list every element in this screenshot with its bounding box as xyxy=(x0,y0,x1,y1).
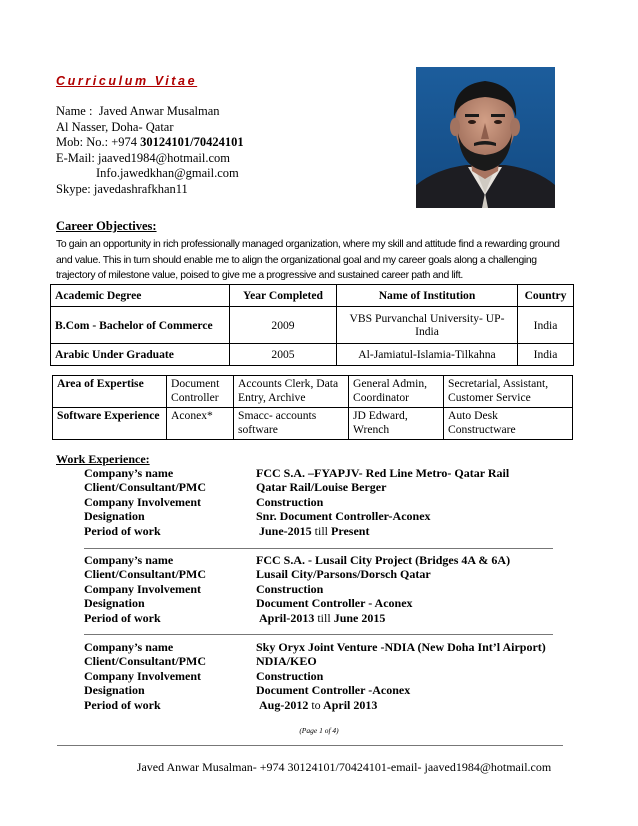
email-line xyxy=(56,151,244,167)
work-experience-heading: Work Experience: xyxy=(56,452,150,466)
email-primary[interactable]: jaaved1984@hotmail.com xyxy=(98,150,230,165)
address-line: Al Nasser, Doha- Qatar xyxy=(56,119,174,134)
institution-cell: VBS Purvanchal University- UP-India xyxy=(337,307,518,344)
institution-cell: Al-Jamiatul-Islamia-Tilkahna xyxy=(337,344,518,366)
client-value: Lusail City/Parsons/Dorsch Qatar xyxy=(256,567,431,582)
period-start: Aug-2012 xyxy=(259,697,309,712)
company-label: Company’s name xyxy=(84,640,174,654)
period-sep: till xyxy=(314,523,329,538)
header-institution: Name of Institution xyxy=(337,285,518,307)
career-objectives-heading: Career Objectives: xyxy=(56,219,157,233)
footer-text: Javed Anwar Musalman- +974 30124101/70424101-email- jaaved1984@hotmail.com xyxy=(136,760,552,774)
expertise-label: Area of Expertise xyxy=(53,376,167,408)
contact-block xyxy=(56,104,244,198)
client-value: Qatar Rail/Louise Berger xyxy=(256,480,387,495)
designation-label: Designation xyxy=(84,509,145,524)
designation-label: Designation xyxy=(84,596,145,611)
period-end: June 2015 xyxy=(333,610,386,625)
page-number: (Page 1 of 4) xyxy=(299,726,339,735)
client-label: Client/Consultant/PMC xyxy=(84,567,207,582)
software-cell: Auto Desk Constructware xyxy=(444,407,573,439)
job-divider xyxy=(84,634,553,635)
skype-value: javedashrafkhan11 xyxy=(93,181,188,196)
profile-photo xyxy=(416,67,555,208)
company-label: Company’s name xyxy=(84,553,174,567)
profile-photo-image xyxy=(416,67,555,208)
header-academic-degree: Academic Degree xyxy=(51,285,230,307)
involvement-label: Company Involvement xyxy=(84,581,202,596)
company-value: Sky Oryx Joint Venture -NDIA (New Doha Int’l Airport) xyxy=(256,640,546,654)
designation-value: Snr. Document Controller-Aconex xyxy=(256,509,431,524)
mobile-number: 30124101/70424101 xyxy=(140,135,244,150)
designation-label: Designation xyxy=(84,683,145,698)
period-sep: to xyxy=(311,697,321,712)
involvement-value: Construction xyxy=(256,581,324,596)
designation-value: Document Controller - Aconex xyxy=(256,596,413,611)
involvement-label: Company Involvement xyxy=(84,668,202,683)
company-label: Company’s name xyxy=(84,466,174,480)
company-value: FCC S.A. - Lusail City Project (Bridges 4A & 6A) xyxy=(256,553,511,567)
name-label: Name : xyxy=(56,104,93,118)
period-value xyxy=(259,698,377,712)
degree-cell: Arabic Under Graduate xyxy=(51,344,230,366)
software-row xyxy=(53,407,573,439)
year-cell: 2005 xyxy=(230,344,337,366)
footer-divider xyxy=(57,745,563,746)
education-table xyxy=(50,284,574,366)
involvement-label: Company Involvement xyxy=(84,494,202,509)
name-line xyxy=(56,104,244,120)
period-value xyxy=(259,524,369,538)
software-cell: JD Edward, Wrench xyxy=(349,407,444,439)
name-value: Javed Anwar Musalman xyxy=(98,104,220,118)
mobile-line xyxy=(56,135,244,151)
period-label: Period of work xyxy=(84,610,161,625)
mobile-label: Mob: No.: +974 xyxy=(56,135,138,150)
involvement-value: Construction xyxy=(256,668,324,683)
education-header-row xyxy=(51,285,574,307)
expertise-table xyxy=(52,375,573,440)
involvement-value: Construction xyxy=(256,494,324,509)
email-secondary-line xyxy=(56,166,244,182)
career-objectives-text: To gain an opportunity in rich professionally managed organization, where my skill and attitude find a rewarding ground and value. This in turn should enable me to align the organizational goal and my career goals along a challenging trajectory of milestone value, poised to give me a progressive and sustained career path and lift. xyxy=(56,239,560,282)
country-cell: India xyxy=(518,307,574,344)
skype-label: Skype: xyxy=(56,181,91,196)
period-value xyxy=(259,611,385,625)
software-cell: Aconex* xyxy=(167,407,234,439)
period-end: April 2013 xyxy=(323,697,378,712)
software-label: Software Experience xyxy=(53,407,167,439)
company-value: FCC S.A. –FYAPJV- Red Line Metro- Qatar Rail xyxy=(256,466,510,480)
client-label: Client/Consultant/PMC xyxy=(84,480,207,495)
period-start: April-2013 xyxy=(259,610,315,625)
period-end: Present xyxy=(331,523,370,538)
expertise-cell: General Admin, Coordinator xyxy=(349,376,444,408)
period-label: Period of work xyxy=(84,697,161,712)
email-secondary[interactable]: Info.jawedkhan@gmail.com xyxy=(96,166,239,181)
job-divider xyxy=(84,548,553,549)
email-label: E-Mail: xyxy=(56,150,95,165)
country-cell: India xyxy=(518,344,574,366)
period-start: June-2015 xyxy=(259,523,312,538)
client-value: NDIA/KEO xyxy=(256,654,317,669)
software-cell: Smacc- accounts software xyxy=(234,407,349,439)
table-row xyxy=(51,307,574,344)
degree-cell: B.Com - Bachelor of Commerce xyxy=(51,307,230,344)
period-label: Period of work xyxy=(84,523,161,538)
year-cell: 2009 xyxy=(230,307,337,344)
skype-line xyxy=(56,182,244,198)
document-title: Curriculum Vitae xyxy=(56,74,198,88)
header-year-completed: Year Completed xyxy=(230,285,337,307)
expertise-cell: Document Controller xyxy=(167,376,234,408)
expertise-row xyxy=(53,376,573,408)
expertise-cell: Secretarial, Assistant, Customer Service xyxy=(444,376,573,408)
period-sep: till xyxy=(317,610,331,625)
header-country: Country xyxy=(518,285,574,307)
designation-value: Document Controller -Aconex xyxy=(256,683,411,698)
expertise-cell: Accounts Clerk, Data Entry, Archive xyxy=(234,376,349,408)
table-row xyxy=(51,344,574,366)
client-label: Client/Consultant/PMC xyxy=(84,654,207,669)
